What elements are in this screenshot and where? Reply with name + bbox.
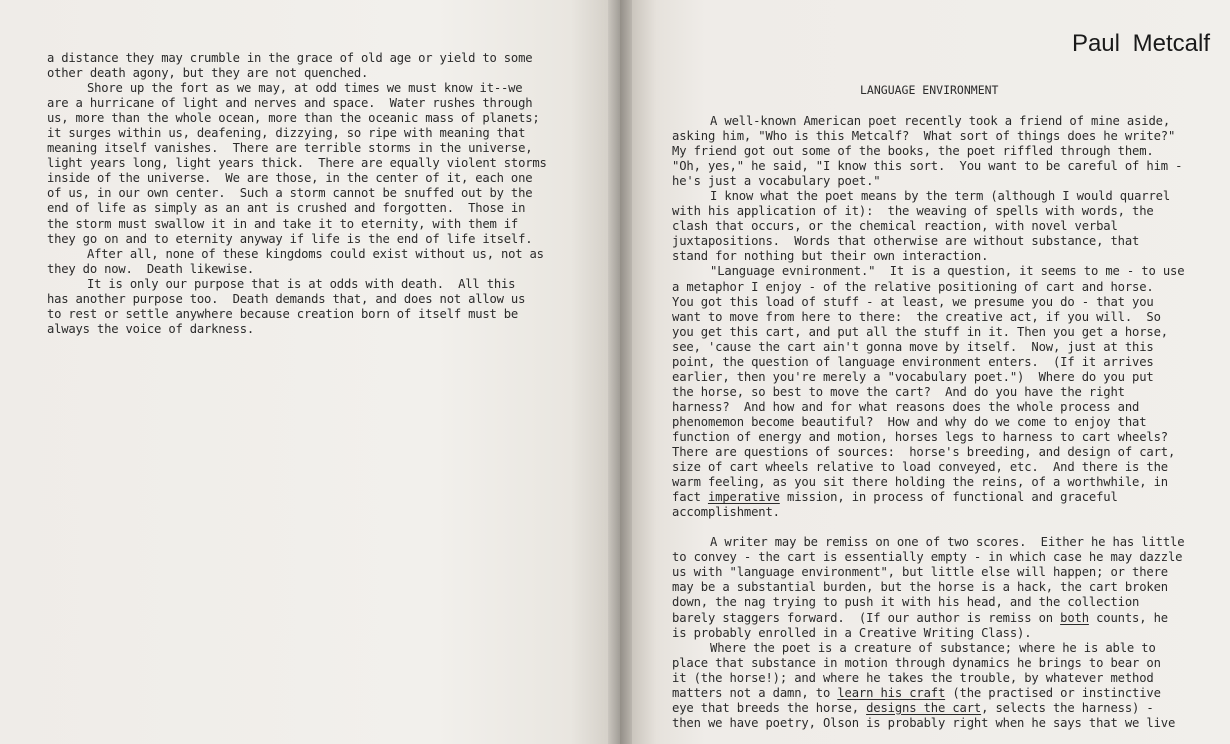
text-line: After all, none of these kingdoms could exist without us, not as: [87, 246, 544, 261]
text-line: size of cart wheels relative to load conveyed, etc. And there is the: [672, 460, 1168, 475]
paragraph-2: [672, 535, 1220, 610]
text-line: the storm must swallow it in and take it to eternity, with them if: [47, 216, 519, 231]
text-line: meaning itself vanishes. There are terrible storms in the universe,: [47, 141, 533, 156]
text-line: It is only our purpose that is at odds with death. All this: [87, 276, 516, 291]
text-line: light years long, light years thick. There are equally violent storms: [47, 156, 547, 171]
text-line: There are questions of sources: horse's breeding, and design of cart,: [672, 445, 1176, 460]
text-line: My friend got out some of the books, the poet riffled through them.: [672, 144, 1154, 159]
text-line: "Language evnironment." It is a question, it seems to me - to use: [710, 264, 1185, 279]
text-line: a metaphor I enjoy - of the relative positioning of cart and horse.: [672, 279, 1154, 294]
text-line: You got this load of stuff - at least, we presume you do - that you: [672, 294, 1154, 309]
text-line: Shore up the fort as we may, at odd times we must know it--we: [87, 81, 523, 96]
text-line: want to move from here to there: the creative act, if you will. So: [672, 309, 1161, 324]
right-page-body: [672, 114, 1220, 731]
text-line: Where the poet is a creature of substance; where he is able to: [710, 640, 1156, 655]
text-line: other death agony, but they are not quenched.: [47, 66, 369, 81]
text-line: harness? And how and for what reasons does the whole process and: [672, 399, 1140, 414]
text-line: asking him, "Who is this Metcalf? What sort of things does he write?": [672, 129, 1176, 144]
text-line-craft: matters not a damn, to learn his craft (the practised or instinctive: [672, 685, 1161, 700]
text-line: are a hurricane of light and nerves and space. Water rushes through: [47, 96, 533, 111]
text-line: always the voice of darkness.: [47, 321, 254, 336]
paragraph-1: [672, 114, 1220, 490]
text-line: us with "language environment", but little else will happen; or there: [672, 565, 1168, 580]
text-line: warm feeling, as you sit there holding the reins, of a worthwhile, in: [672, 475, 1168, 490]
text-line: down, the nag trying to push it with his head, and the collection: [672, 595, 1140, 610]
text-line: it surges within us, deafening, dizzying, so ripe with meaning that: [47, 126, 526, 141]
paragraph-3: [672, 626, 1220, 686]
left-page-body: [47, 51, 592, 337]
text-line: stand for nothing but their own interaction.: [672, 249, 989, 264]
text-line: is probably enrolled in a Creative Writing Class).: [672, 625, 1032, 640]
underlined-word-imperative: imperative: [707, 490, 780, 505]
text-line: the horse, so best to move the cart? And do you have the right: [672, 384, 1125, 399]
text-line: "Oh, yes," he said, "I know this sort. You want to be careful of him -: [672, 159, 1183, 174]
text-line: point, the question of language environment enters. (If it arrives: [672, 354, 1154, 369]
text-line: us, more than the whole ocean, more than the oceanic mass of planets;: [47, 111, 540, 126]
text-line: a distance they may crumble in the grace of old age or yield to some: [47, 51, 533, 65]
text-line: to rest or settle anywhere because creation born of itself must be: [47, 306, 519, 321]
paragraph-gap: [672, 520, 1220, 535]
essay-title: LANGUAGE ENVIRONMENT: [860, 83, 999, 97]
book-gutter: [608, 0, 632, 744]
underlined-phrase-designs-the-cart: designs the cart: [866, 700, 982, 715]
text-line: A well-known American poet recently took a friend of mine aside,: [710, 114, 1170, 128]
underlined-word-both: both: [1060, 610, 1089, 625]
text-line: with his application of it): the weaving of spells with words, the: [672, 204, 1154, 219]
text-line: may be a substantial burden, but the horse is a hack, the cart broken: [672, 580, 1168, 595]
text-line: juxtapositions. Words that otherwise are without substance, that: [672, 234, 1140, 249]
text-line: of us, in our own center. Such a storm cannot be snuffed out by the: [47, 186, 533, 201]
text-line: he's just a vocabulary poet.": [672, 174, 881, 189]
text-line: inside of the universe. We are those, in the center of it, each one: [47, 171, 533, 186]
text-line: see, 'cause the cart ain't gonna move by itself. Now, just at this: [672, 339, 1154, 354]
text-line: A writer may be remiss on one of two scores. Either he has little: [710, 535, 1185, 550]
text-line: they do now. Death likewise.: [47, 261, 254, 276]
text-line: function of energy and motion, horses legs to harness to cart wheels?: [672, 429, 1168, 444]
text-line: place that substance in motion through dynamics he brings to bear on: [672, 655, 1161, 670]
text-line: I know what the poet means by the term (although I would quarrel: [710, 189, 1170, 204]
text-line: earlier, then you're merely a "vocabulary poet.") Where do you put: [672, 369, 1154, 384]
text-line-designs: eye that breeds the horse, designs the cart, selects the harness) -: [672, 700, 1154, 715]
text-line: you get this cart, and put all the stuff in it. Then you get a horse,: [672, 324, 1168, 339]
text-line: phenomemon become beautiful? How and why do we come to enjoy that: [672, 414, 1147, 429]
text-line: it (the horse!); and where he takes the trouble, by whatever method: [672, 670, 1154, 685]
text-line: clash that occurs, or the chemical reaction, with novel verbal: [672, 219, 1118, 234]
text-line-both: barely staggers forward. (If our author is remiss on both counts, he: [672, 610, 1168, 625]
text-line-last: then we have poetry, Olson is probably right when he says that we live: [672, 715, 1176, 730]
underlined-phrase-learn-his-craft: learn his craft: [837, 685, 946, 700]
text-line: has another purpose too. Death demands that, and does not allow us: [47, 291, 526, 306]
right-page: [620, 0, 1230, 744]
text-line: end of life as simply as an ant is crushed and forgotten. Those in: [47, 201, 526, 216]
text-line-imperative: fact imperative mission, in process of functional and graceful: [672, 490, 1118, 505]
text-line-accomplishment: accomplishment.: [672, 505, 780, 520]
text-line: to convey - the cart is essentially empty - in which case he may dazzle: [672, 550, 1183, 565]
text-line: they go on and to eternity anyway if life is the end of life itself.: [47, 231, 533, 246]
author-name: Paul Metcalf: [1071, 30, 1210, 57]
